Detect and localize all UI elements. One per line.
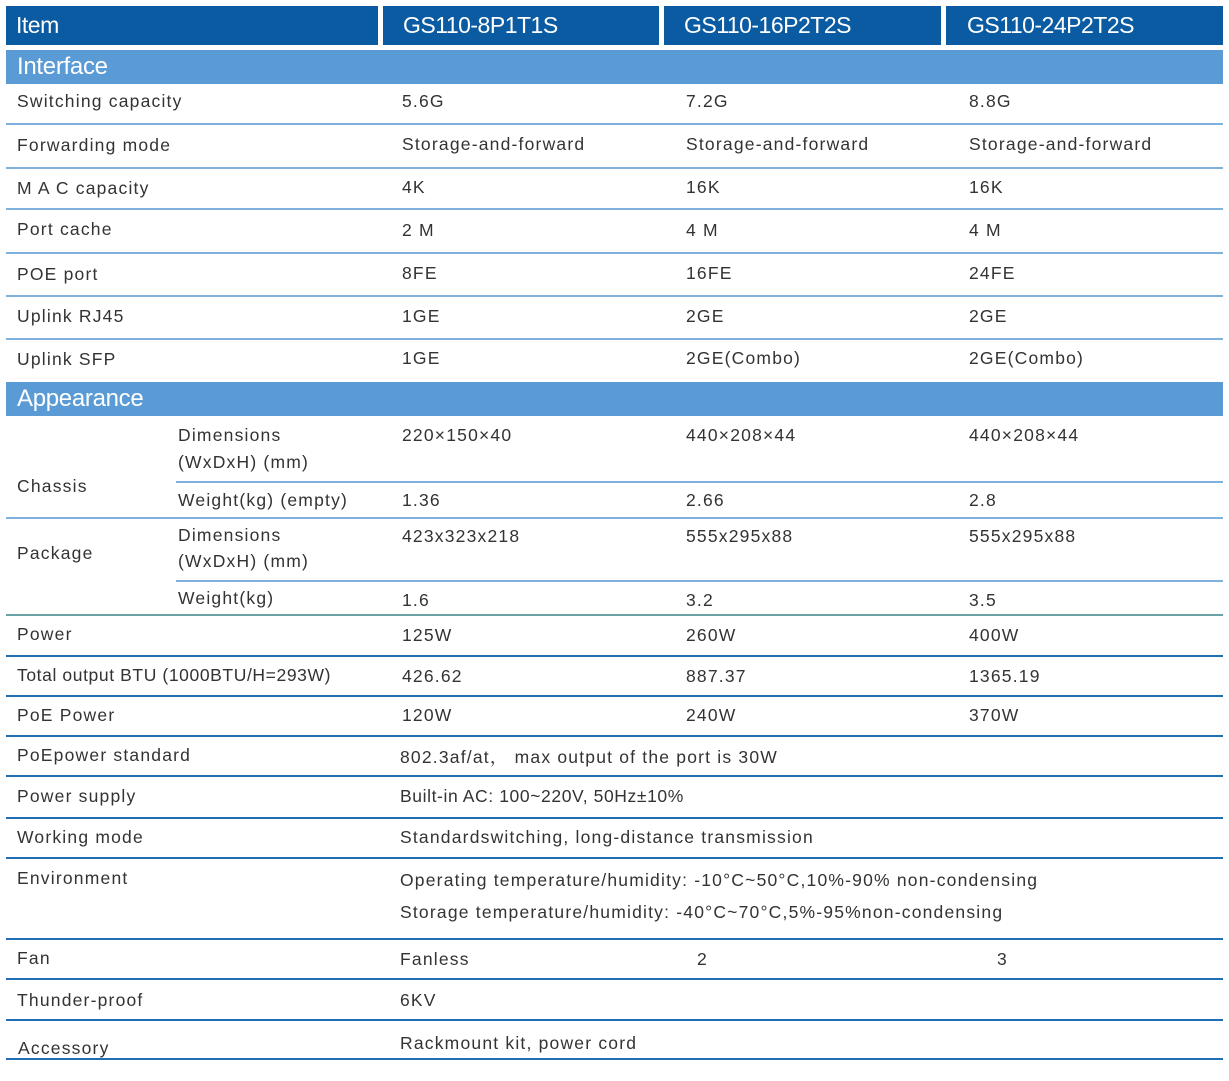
- row-value: 2GE(Combo): [686, 348, 802, 368]
- row-value: 120W: [402, 705, 453, 725]
- row-value: 2.66: [686, 490, 725, 510]
- row-value: 555x295x88: [969, 526, 1077, 546]
- row-value: 16K: [686, 177, 721, 197]
- row-value: 1365.19: [969, 666, 1041, 686]
- row-value: 4K: [402, 177, 426, 197]
- row-label: Forwarding mode: [17, 135, 172, 155]
- row-value: 2 M: [402, 220, 435, 240]
- row-value: 802.3af/at， max output of the port is 30W: [400, 747, 778, 767]
- row-value: Operating temperature/humidity: -10°C~50°C,10%-90% non-condensing: [400, 870, 1039, 890]
- sublabel: Weight(kg): [178, 588, 275, 608]
- row-divider: [6, 123, 1223, 125]
- row-value: 2.8: [969, 490, 997, 510]
- row-divider: [176, 481, 1223, 483]
- row-divider: [6, 338, 1223, 340]
- row-value: 3: [997, 949, 1008, 969]
- row-label: Working mode: [17, 827, 144, 847]
- row-divider: [6, 655, 1223, 657]
- row-value: 1GE: [402, 348, 441, 368]
- row-label: Port cache: [17, 219, 113, 239]
- row-divider: [6, 1019, 1223, 1021]
- row-value: 8FE: [402, 263, 438, 283]
- header-item: [6, 6, 378, 45]
- row-divider: [6, 252, 1223, 254]
- row-divider: [6, 857, 1223, 859]
- group-label: Chassis: [17, 476, 88, 496]
- row-value: 1.6: [402, 590, 430, 610]
- row-label: Switching capacity: [17, 91, 183, 111]
- row-label: M A C capacity: [17, 178, 150, 198]
- header-model-3: [946, 6, 1223, 45]
- row-value: 4 M: [686, 220, 719, 240]
- row-label: Thunder-proof: [17, 990, 144, 1010]
- row-value: 220×150×40: [402, 425, 513, 445]
- row-value: Fanless: [400, 949, 470, 969]
- row-value: 16K: [969, 177, 1004, 197]
- sublabel: (WxDxH) (mm): [178, 551, 310, 571]
- row-value: Built-in AC: 100~220V, 50Hz±10%: [400, 786, 684, 806]
- row-label: Total output BTU (1000BTU/H=293W): [17, 665, 332, 685]
- row-divider: [6, 938, 1223, 940]
- section-appearance: [6, 382, 1223, 416]
- section-title: Appearance: [17, 385, 144, 412]
- header-model-label: GS110-8P1T1S: [403, 12, 558, 38]
- row-value: Standardswitching, long-distance transmission: [400, 827, 814, 847]
- row-value: 1GE: [402, 306, 441, 326]
- row-label: Fan: [17, 948, 51, 968]
- row-divider: [6, 167, 1223, 169]
- row-value: 370W: [969, 705, 1020, 725]
- row-label: Uplink SFP: [17, 349, 117, 369]
- row-value: 2GE: [969, 306, 1008, 326]
- row-value: 423x323x218: [402, 526, 521, 546]
- row-value: 555x295x88: [686, 526, 794, 546]
- row-label: Uplink RJ45: [17, 306, 125, 326]
- row-value: 440×208×44: [686, 425, 797, 445]
- row-value: Storage temperature/humidity: -40°C~70°C,5%-95%non-condensing: [400, 902, 1004, 922]
- row-divider: [176, 580, 1223, 582]
- row-label: PoEpower standard: [17, 745, 192, 765]
- header-model-label: GS110-16P2T2S: [684, 12, 851, 38]
- header-model-label: GS110-24P2T2S: [967, 12, 1134, 38]
- row-value: 4 M: [969, 220, 1002, 240]
- row-value: 440×208×44: [969, 425, 1080, 445]
- row-divider: [6, 1058, 1223, 1060]
- row-value: Storage-and-forward: [402, 134, 586, 154]
- row-divider: [6, 695, 1223, 697]
- row-value: 125W: [402, 625, 453, 645]
- row-value: 3.5: [969, 590, 997, 610]
- row-divider: [6, 978, 1223, 980]
- row-value: 8.8G: [969, 91, 1012, 111]
- sublabel: Weight(kg) (empty): [178, 490, 349, 510]
- row-divider: [6, 775, 1223, 777]
- sublabel: Dimensions: [178, 525, 282, 545]
- group-label: Package: [17, 543, 94, 563]
- row-label: Power supply: [17, 786, 137, 806]
- row-label: Environment: [17, 868, 129, 888]
- section-title: Interface: [17, 53, 108, 80]
- row-divider: [6, 817, 1223, 819]
- row-value: 6KV: [400, 990, 437, 1010]
- row-value: 240W: [686, 705, 737, 725]
- row-value: 1.36: [402, 490, 441, 510]
- row-label: POE port: [17, 264, 99, 284]
- row-value: 2GE(Combo): [969, 348, 1085, 368]
- header-model-1: [383, 6, 659, 45]
- row-value: 426.62: [402, 666, 463, 686]
- row-value: Storage-and-forward: [969, 134, 1153, 154]
- row-value: 3.2: [686, 590, 714, 610]
- row-value: Storage-and-forward: [686, 134, 870, 154]
- section-interface: [6, 50, 1223, 84]
- row-value: Rackmount kit, power cord: [400, 1033, 638, 1053]
- row-divider: [6, 208, 1223, 210]
- row-divider: [6, 517, 1223, 519]
- row-value: 24FE: [969, 263, 1016, 283]
- row-divider: [6, 614, 1223, 616]
- row-divider: [6, 735, 1223, 737]
- row-value: 400W: [969, 625, 1020, 645]
- row-divider: [6, 295, 1223, 297]
- row-value: 7.2G: [686, 91, 729, 111]
- row-value: 5.6G: [402, 91, 445, 111]
- row-value: 260W: [686, 625, 737, 645]
- row-value: 2GE: [686, 306, 725, 326]
- header-item-label: Item: [16, 12, 59, 38]
- row-value: 2: [697, 949, 708, 969]
- row-label: PoE Power: [17, 705, 116, 725]
- row-value: 887.37: [686, 666, 747, 686]
- row-label: Accessory: [18, 1038, 110, 1058]
- row-label: Power: [17, 624, 73, 644]
- sublabel: Dimensions: [178, 425, 282, 445]
- row-value: 16FE: [686, 263, 733, 283]
- header-model-2: [664, 6, 941, 45]
- sublabel: (WxDxH) (mm): [178, 452, 310, 472]
